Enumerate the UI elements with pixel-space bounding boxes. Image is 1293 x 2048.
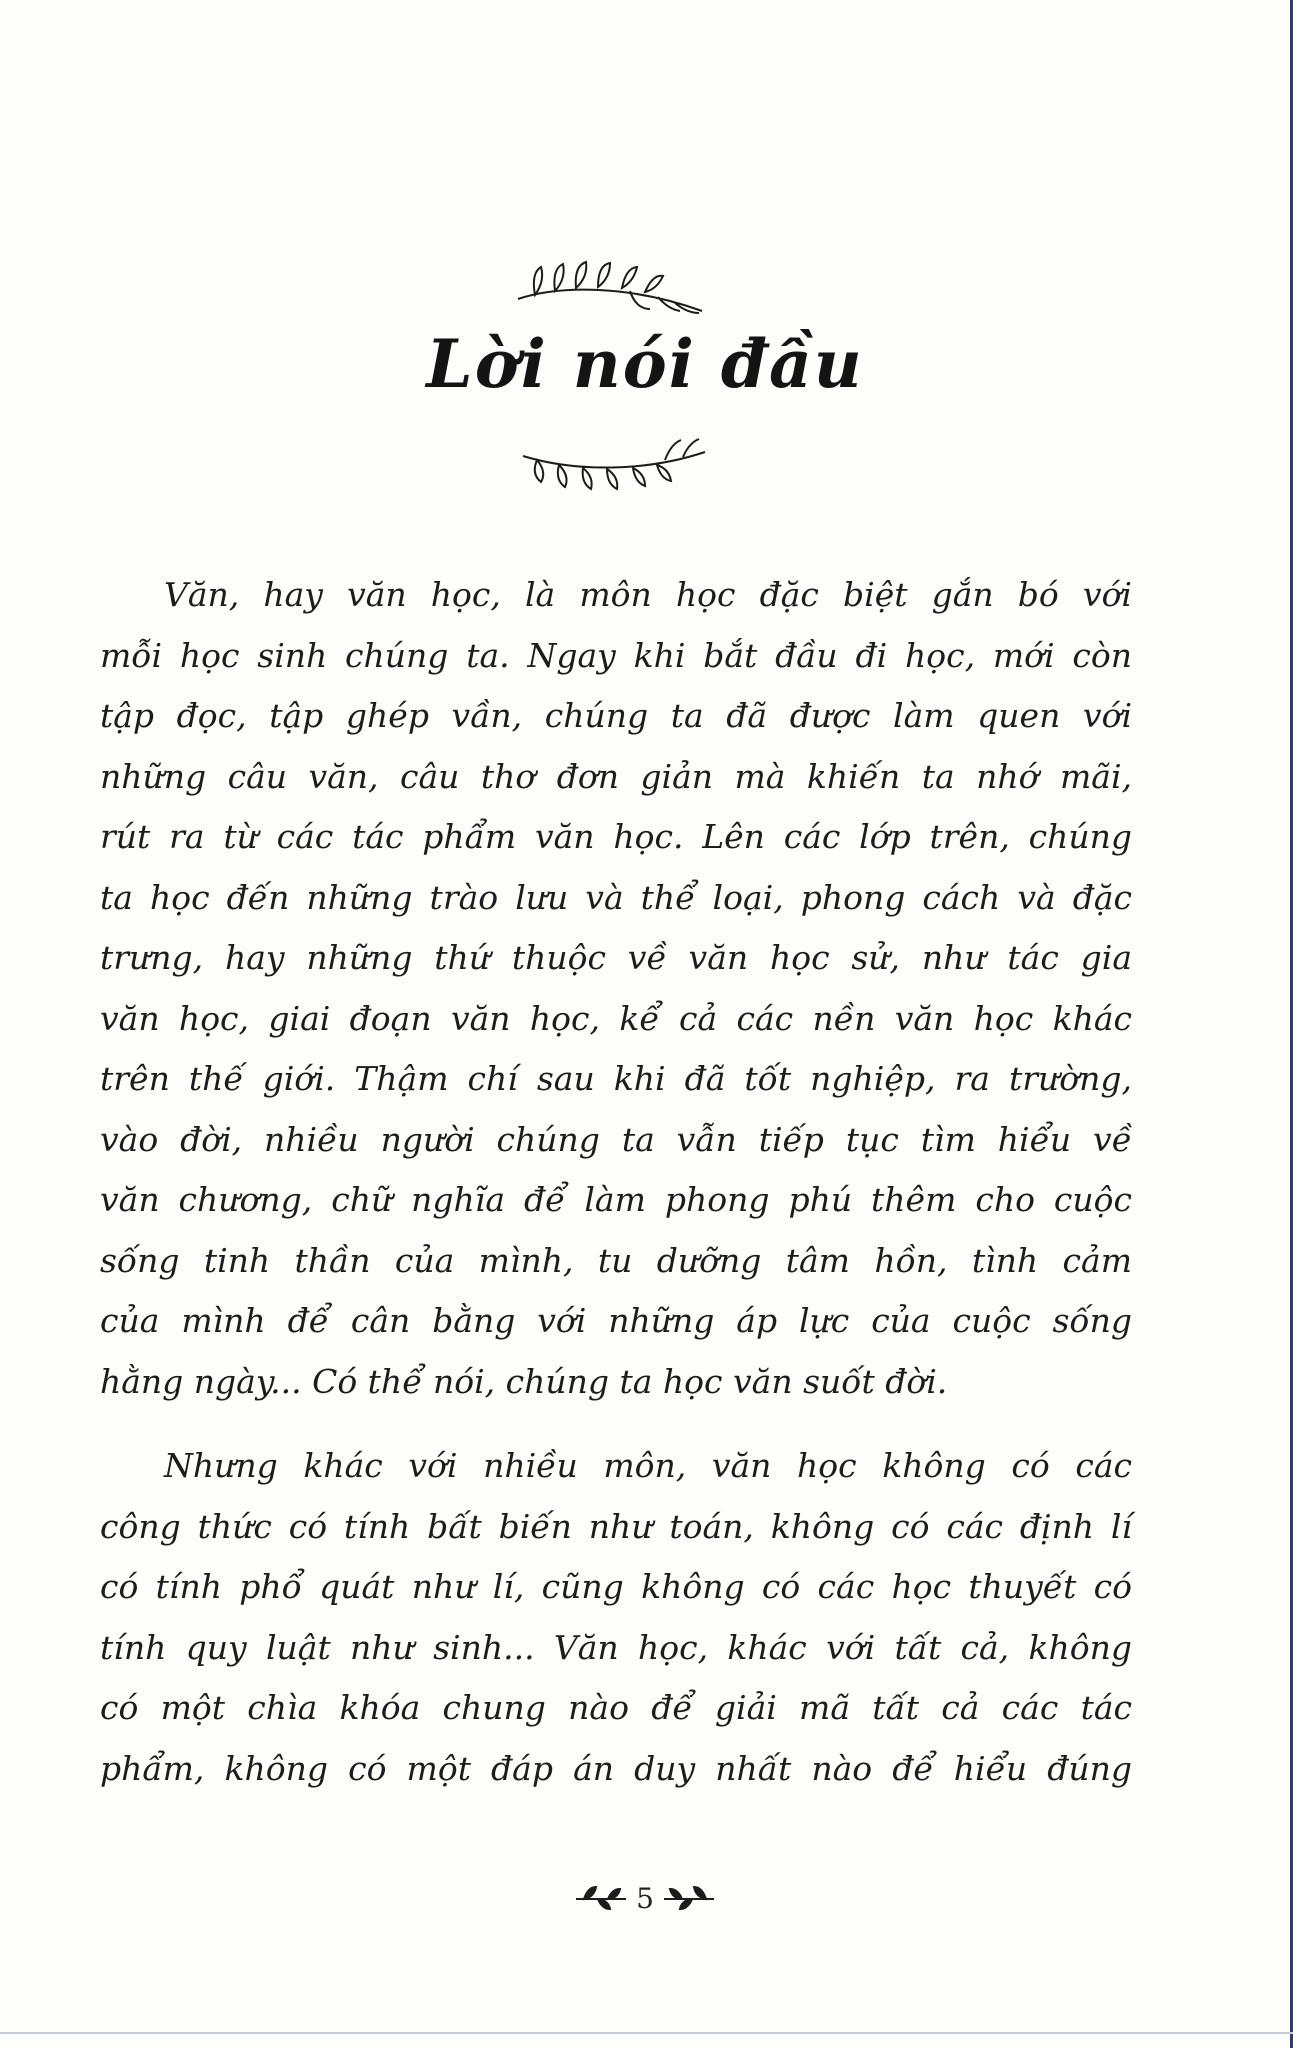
body-text xyxy=(100,565,1132,1799)
text-line: ta học đến những trào lưu và thể loại, phong cách và đặc xyxy=(100,877,1132,917)
page-footer xyxy=(0,1878,1290,1918)
text-line: trên thế giới. Thậm chí sau khi đã tốt nghiệp, ra trường, xyxy=(100,1059,1132,1098)
text-line: văn chương, chữ nghĩa để làm phong phú thêm cho cuộc xyxy=(100,1180,1132,1219)
leaf-flourish-left-icon xyxy=(574,1883,630,1913)
text-line: công thức có tính bất biến như toán, không có các định lí xyxy=(100,1506,1132,1546)
page-edge-divider xyxy=(0,2032,1293,2034)
paragraph-2 xyxy=(100,1436,1132,1799)
text-line: tính quy luật như sinh... Văn học, khác với tất cả, không xyxy=(100,1627,1132,1667)
text-line: sống tinh thần của mình, tu dưỡng tâm hồn, tình cảm xyxy=(100,1240,1132,1280)
text-line: có tính phổ quát như lí, cũng không có các học thuyết có xyxy=(100,1567,1132,1606)
text-line: hằng ngày... Có thể nói, chúng ta học văn suốt đời. xyxy=(100,1361,948,1401)
text-line: văn học, giai đoạn văn học, kể cả các nền văn học khác xyxy=(100,998,1132,1038)
leaf-garland-top-icon xyxy=(510,255,710,325)
text-line: của mình để cân bằng với những áp lực của cuộc sống xyxy=(100,1301,1132,1340)
paragraph-1 xyxy=(100,565,1132,1412)
text-line: vào đời, nhiều người chúng ta vẫn tiếp tục tìm hiểu về xyxy=(100,1119,1132,1159)
text-line: có một chìa khóa chung nào để giải mã tất cả các tác xyxy=(100,1688,1132,1727)
leaf-flourish-right-icon xyxy=(660,1883,716,1913)
page-number: 5 xyxy=(636,1881,654,1915)
text-line: trưng, hay những thứ thuộc về văn học sử, như tác gia xyxy=(100,938,1132,977)
text-line: những câu văn, câu thơ đơn giản mà khiến ta nhớ mãi, xyxy=(100,756,1132,796)
leaf-garland-bottom-icon xyxy=(515,430,715,500)
text-line: Văn, hay văn học, là môn học đặc biệt gắn bó với xyxy=(164,575,1132,614)
text-line: mỗi học sinh chúng ta. Ngay khi bắt đầu đi học, mới còn xyxy=(100,635,1132,675)
text-line: Nhưng khác với nhiều môn, văn học không có các xyxy=(164,1446,1132,1485)
text-line: tập đọc, tập ghép vần, chúng ta đã được làm quen với xyxy=(100,696,1132,735)
text-line: phẩm, không có một đáp án duy nhất nào để hiểu đúng xyxy=(100,1748,1132,1788)
text-line: rút ra từ các tác phẩm văn học. Lên các lớp trên, chúng xyxy=(100,817,1132,856)
chapter-title: Lời nói đầu xyxy=(426,325,864,403)
paragraph-spacer xyxy=(100,1412,1132,1436)
